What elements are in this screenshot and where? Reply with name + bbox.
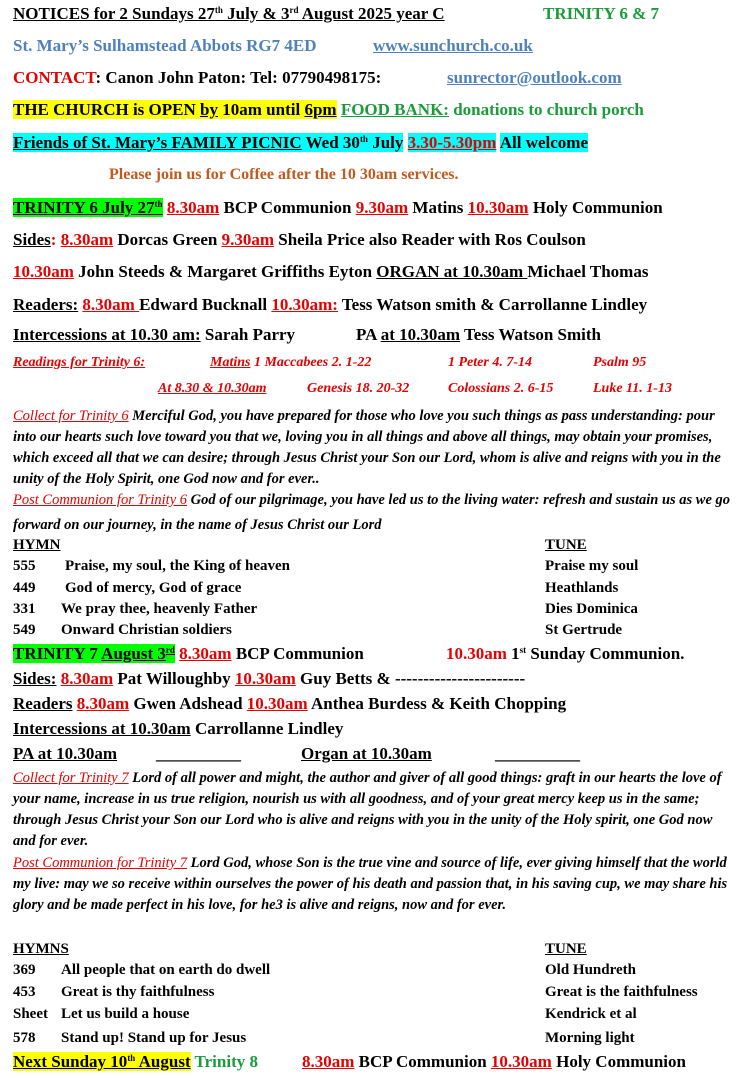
sides-label: Sides: [13, 230, 51, 249]
hymn-row: [13, 622, 623, 639]
person-name: Sheila Price also Reader with Ros Coulson: [274, 230, 586, 249]
reading-ref: Luke 11. 1-13: [593, 381, 672, 396]
hymn-title: Praise, my soul, the King of heaven: [65, 558, 290, 574]
person-name: Edward Bucknall: [139, 295, 272, 314]
post-communion-text: Lord God, whose Son is the true vine and source of life, ever giving himself that the world my live: may we so receive within ourselves the power of his death and passion that, in his saving cup, we may share his glory and be made perfect in his love, for he3 is alive and reigns, now and for ever.: [13, 855, 728, 913]
hymn-number: Sheet: [13, 1006, 48, 1022]
trinity6-services-line: [13, 198, 663, 218]
service-time: 8.30am: [179, 644, 232, 663]
readers-label: Readers:: [13, 295, 79, 314]
person-name: Pat Willoughby: [113, 669, 235, 688]
trinity7-intercessions-line: [13, 719, 343, 739]
hymn-tune: Morning light: [545, 1030, 635, 1046]
person-name: Anthea Burdess & Keith Chopping: [307, 694, 567, 713]
picnic-time: 3.30-5.30pm: [407, 133, 497, 152]
organ-label: ORGAN at 10.30am: [376, 262, 528, 281]
trinity7-readers-line: [13, 694, 566, 714]
hymn-tune: Dies Dominica: [545, 601, 638, 617]
post-communion-text: God of our pilgrimage, you have led us to the living water: refresh and sustain us as we go forward on our journey, in the name of Jesus Christ our Lord: [13, 492, 731, 533]
trinity6-title: TRINITY 6 July 27th: [13, 198, 163, 217]
reading-ref: Psalm 95: [593, 355, 647, 370]
trinity7-hymn-header: [13, 941, 587, 958]
notices-title-line: [13, 4, 660, 24]
service-time: 8.30am: [166, 198, 220, 217]
service-name: Holy Communion: [528, 198, 663, 217]
hymn-header: HYMN: [13, 537, 61, 553]
hymn-number: 331: [13, 601, 36, 617]
next-sunday-label: Next Sunday 10th August: [13, 1052, 191, 1071]
trinity7-services-line: [13, 644, 685, 664]
intercessions-label: Intercessions at 10.30 am:: [13, 325, 201, 344]
hymn-number: 453: [13, 984, 36, 1000]
hymn-title: We pray thee, heavenly Father: [61, 601, 258, 617]
hymn-row: [13, 1006, 637, 1023]
service-name: BCP Communion: [231, 644, 364, 663]
hymn-tune: Old Hundreth: [545, 962, 637, 978]
hymn-title: Great is thy faithfulness: [61, 984, 215, 1000]
next-trinity: Trinity 8: [190, 1052, 258, 1071]
hymn-title: Stand up! Stand up for Jesus: [61, 1030, 247, 1046]
hymn-row: [13, 580, 619, 597]
service-time: 10.30am: [234, 669, 296, 688]
picnic-line: [13, 133, 588, 153]
organist-name: Michael Thomas: [527, 262, 649, 281]
next-services: 8.30am BCP Communion 10.30am Holy Communion: [302, 1052, 686, 1071]
trinity6-readings-line1: [13, 355, 647, 371]
hymn-title: Let us build a house: [61, 1006, 190, 1022]
reading-ref: 1 Peter 4. 7-14: [448, 355, 532, 370]
sides-label: Sides:: [13, 669, 57, 688]
hymn-tune: Kendrick et al: [545, 1006, 637, 1022]
collect-label: Collect for Trinity 6: [13, 408, 129, 424]
post-communion-label: Post Communion for Trinity 7: [13, 855, 188, 871]
person-name: Tess Watson smith & Carrollanne Lindley: [337, 295, 648, 314]
service-time: 8.30am: [76, 694, 130, 713]
trinity7-title: TRINITY 7 August 3rd: [13, 644, 175, 663]
service-name: Matins: [408, 198, 468, 217]
hymn-number: 449: [13, 580, 36, 596]
person-name: Guy Betts & -----------------------: [295, 669, 526, 688]
hymn-tune: St Gertrude: [545, 622, 623, 638]
trinity7-pa-organ-line: [13, 744, 580, 764]
reading-ref: Colossians 2. 6-15: [448, 381, 554, 396]
church-address-line: [13, 36, 533, 56]
hymn-title: All people that on earth do dwell: [61, 962, 271, 978]
organ-label: Organ at 10.30am: [301, 744, 432, 763]
service-time: 10.30am:: [271, 295, 338, 314]
hymn-number: 555: [13, 558, 36, 574]
website-link[interactable]: www.sunchurch.co.uk: [373, 36, 533, 55]
hymn-row: [13, 558, 639, 575]
contact-text: : Canon John Paton: Tel: 07790498175:: [95, 68, 382, 87]
service-time: 8.30am: [82, 295, 140, 314]
service-time: 9.30am: [355, 198, 409, 217]
church-address: St. Mary’s Sulhamstead Abbots RG7 4ED: [13, 36, 317, 55]
tune-header: TUNE: [545, 941, 587, 957]
reading-ref: Genesis 18. 20-32: [307, 381, 410, 396]
trinity-heading: TRINITY 6 & 7: [543, 4, 660, 23]
contact-line: [13, 68, 622, 88]
readings-at-label: At 8.30 & 10.30am: [158, 381, 267, 396]
picnic-welcome: All welcome: [499, 133, 589, 152]
tune-header: TUNE: [545, 537, 587, 553]
opening-line: [13, 100, 644, 120]
hymn-row: [13, 962, 637, 979]
trinity6-collect: [13, 406, 735, 490]
contact-label: CONTACT: [13, 68, 96, 87]
pa-label: PA at 10.30am: [13, 744, 118, 763]
person-name: Dorcas Green: [113, 230, 222, 249]
hymn-tune: Great is the faithfulness: [545, 984, 698, 1000]
service-time: 10.30am: [246, 694, 308, 713]
collect-text: Lord of all power and might, the author and giver of all good things: graft in our hearts the love of your name, increase in us true religion, nourish us with all goodness, and of your great mercy keep us in the same; through Jesus Christ your Son our Lord who is alive and reigns with you in the unity of the Holy spirit, one God now and for ever.: [13, 770, 722, 849]
next-sunday-line: [13, 1052, 686, 1072]
trinity6-post-communion: [13, 488, 735, 538]
picnic-notice: Friends of St. Mary’s FAMILY PICNIC Wed 30th July: [13, 133, 404, 152]
service-name: BCP Communion: [219, 198, 356, 217]
hymn-tune: Praise my soul: [545, 558, 639, 574]
collect-label: Collect for Trinity 7: [13, 770, 129, 786]
readers-label: Readers: [13, 694, 73, 713]
sides-colon: :: [50, 230, 57, 249]
service-time: 8.30am: [60, 669, 114, 688]
trinity6-intercessions-line: [13, 325, 601, 345]
coffee-notice: Please join us for Coffee after the 10 30am services.: [109, 166, 459, 183]
hymn-row: [13, 984, 698, 1001]
hymn-title: Onward Christian soldiers: [61, 622, 232, 638]
person-name: John Steeds & Margaret Griffiths Eyton: [73, 262, 377, 281]
email-link[interactable]: sunrector@outlook.com: [447, 68, 622, 87]
trinity6-sides-line: [13, 230, 586, 250]
second-service: 10.30am 1st Sunday Communion.: [446, 644, 685, 663]
trinity7-sides-line: [13, 669, 525, 689]
hymn-row: [13, 601, 638, 618]
post-communion-label: Post Communion for Trinity 6: [13, 492, 188, 508]
service-time: 8.30am: [60, 230, 114, 249]
service-time: 10.30am: [467, 198, 529, 217]
person-name: Gwen Adshead: [129, 694, 247, 713]
trinity6-readers-line: [13, 295, 647, 315]
hymn-number: 578: [13, 1030, 36, 1046]
trinity7-post-communion: [13, 853, 735, 916]
service-time: 9.30am: [221, 230, 274, 249]
readings-label: Readings for Trinity 6:: [13, 355, 146, 370]
pa-blank: __________: [156, 744, 241, 763]
hymn-number: 549: [13, 622, 36, 638]
church-open-notice: THE CHURCH is OPEN by 10am until 6pm: [13, 100, 337, 119]
person-name: Sarah Parry: [200, 325, 296, 344]
foodbank-notice: FOOD BANK: donations to church porch: [340, 100, 644, 119]
trinity6-1030-line: [13, 262, 648, 282]
intercessions-label: Intercessions at 10.30am: [13, 719, 191, 738]
matins-reading: Matins 1 Maccabees 2. 1-22: [210, 355, 372, 370]
notices-title: NOTICES for 2 Sundays 27th July & 3rd August 2025 year C: [13, 4, 445, 23]
organ-blank: __________: [495, 744, 580, 763]
hymn-header: HYMNS: [13, 941, 69, 957]
person-name: Carrollanne Lindley: [190, 719, 344, 738]
trinity7-collect: [13, 768, 735, 852]
hymn-number: 369: [13, 962, 36, 978]
pa-entry: PA at 10.30am Tess Watson Smith: [356, 325, 601, 344]
hymn-title: God of mercy, God of grace: [65, 580, 242, 596]
service-time: 10.30am: [13, 262, 74, 281]
hymn-tune: Heathlands: [545, 580, 619, 596]
hymn-row: [13, 1030, 635, 1047]
trinity6-hymn-header: [13, 537, 587, 554]
collect-text: Merciful God, you have prepared for those who love you such things as pass understanding: pour into our hearts such love toward you that we, loving you in all things and above all things, may obtain your promises, which exceed all that we can desire; through Jesus Christ your Son our Lord, whom is alive and reigns with you in the unity of the Holy Spirit, one God now and for ever..: [13, 408, 721, 487]
